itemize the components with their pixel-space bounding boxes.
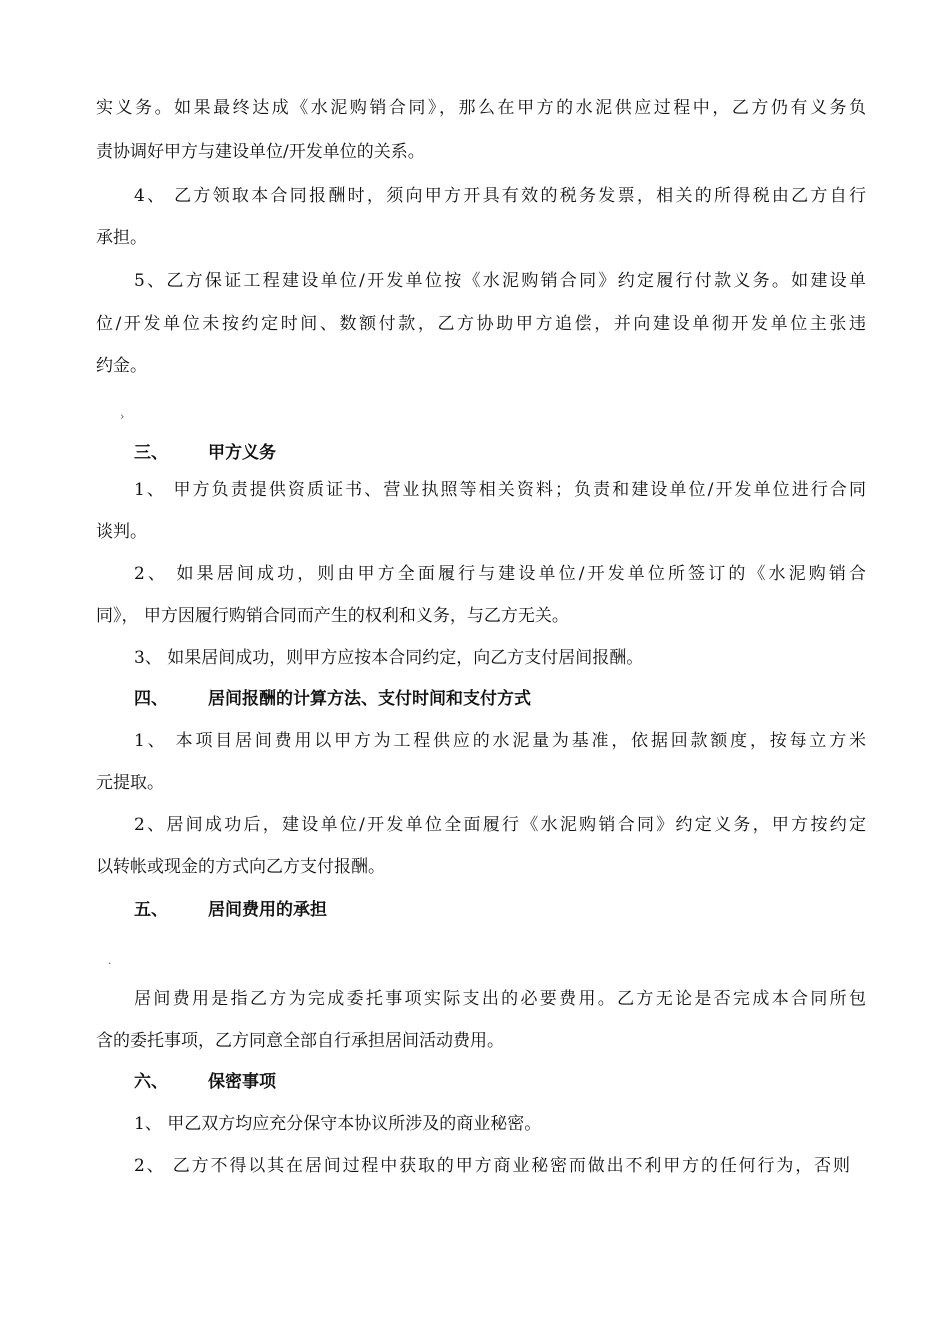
- paragraph-line: 1、 本项目居间费用以甲方为工程供应的水泥量为基准，依据回款额度，按每立方米: [134, 731, 866, 751]
- section-title: 居间报酬的计算方法、支付时间和支付方式: [208, 689, 531, 709]
- paragraph-line: 2、 乙方不得以其在居间过程中获取的甲方商业秘密而做出不利甲方的任何行为，否则: [134, 1156, 850, 1176]
- section-title: 甲方义务: [208, 443, 276, 463]
- section-number: 四、: [134, 689, 168, 709]
- paragraph-line: 约金。: [96, 356, 147, 376]
- paragraph-line: 2、 如果居间成功，则由甲方全面履行与建设单位/开发单位所签订的《水泥购销合: [134, 564, 866, 584]
- section-title: 居间费用的承担: [208, 900, 327, 920]
- section-heading: [134, 898, 327, 922]
- stray-mark: ·: [108, 957, 112, 970]
- paragraph-line: 责协调好甲方与建设单位/开发单位的关系。: [96, 142, 425, 162]
- stray-mark: ›: [120, 410, 125, 423]
- paragraph-line: 1、 甲方负责提供资质证书、营业执照等相关资料；负责和建设单位/开发单位进行合同: [134, 480, 866, 500]
- paragraph-line: 1、 甲乙双方均应充分保守本协议所涉及的商业秘密。: [134, 1114, 542, 1134]
- section-title: 保密事项: [208, 1072, 276, 1092]
- section-heading: [134, 1070, 276, 1094]
- paragraph-line: 位/开发单位未按约定时间、数额付款，乙方协助甲方追偿，并向建设单彻开发单位主张违: [96, 314, 866, 334]
- paragraph-line: 谈判。: [96, 522, 147, 542]
- section-number: 五、: [134, 900, 168, 920]
- paragraph-line: 同》， 甲方因履行购销合同而产生的权利和义务，与乙方无关。: [96, 606, 569, 626]
- section-heading: [134, 441, 276, 465]
- section-heading: [134, 687, 531, 711]
- paragraph-line: 承担。: [96, 228, 147, 248]
- paragraph-line: 4、 乙方领取本合同报酬时，须向甲方开具有效的税务发票，相关的所得税由乙方自行: [134, 186, 866, 206]
- paragraph-line: 含的委托事项，乙方同意全部自行承担居间活动费用。: [96, 1031, 504, 1051]
- section-number: 三、: [134, 443, 168, 463]
- paragraph-line: 居间费用是指乙方为完成委托事项实际支出的必要费用。乙方无论是否完成本合同所包: [134, 989, 866, 1009]
- paragraph-line: 3、 如果居间成功，则甲方应按本合同约定，向乙方支付居间报酬。: [134, 648, 644, 668]
- paragraph-line: 以转帐或现金的方式向乙方支付报酬。: [96, 857, 385, 877]
- paragraph-line: 实义务。如果最终达成《水泥购销合同》，那么在甲方的水泥供应过程中，乙方仍有义务负: [96, 98, 866, 118]
- paragraph-line: 2、居间成功后，建设单位/开发单位全面履行《水泥购销合同》约定义务，甲方按约定: [134, 815, 866, 835]
- paragraph-line: 元提取。: [96, 773, 164, 793]
- paragraph-line: 5、乙方保证工程建设单位/开发单位按《水泥购销合同》约定履行付款义务。如建设单: [134, 271, 866, 291]
- section-number: 六、: [134, 1072, 168, 1092]
